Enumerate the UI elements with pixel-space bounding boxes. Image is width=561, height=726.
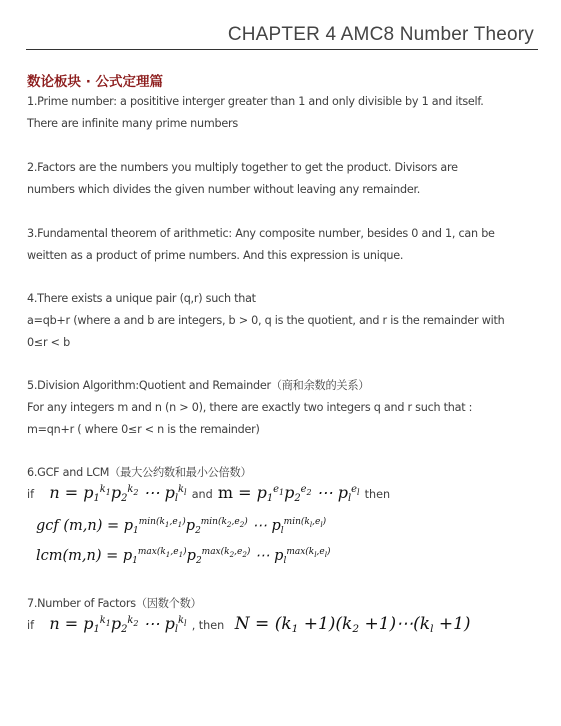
item-7-heading: 7.Number of Factors（因数个数）: [27, 597, 202, 610]
item-2-line-1: 2.Factors are the numbers you multiply together to get the product. Divisors are: [27, 161, 458, 174]
factor-count-formula: [27, 614, 471, 634]
item-1-line-1: 1.Prime number: a posititive interger greater than 1 and only divisible by 1 and itself.: [27, 95, 484, 108]
section-title: 数论板块 · 公式定理篇: [27, 74, 164, 90]
chapter-header: [26, 22, 538, 50]
then-label-2: , then: [191, 619, 225, 632]
gcf-formula: gcf $(m,n) = p_1^{min(k_1,e_1)}p_2^{min(k_2,e_2)}$ ⋯ $p_l^{min(k_l,e_l)}$: [36, 517, 327, 536]
item-3-line-2: weitten as a product of prime numbers. And this expression is unique.: [27, 249, 404, 262]
n-factorization-2: $n = p_1^{k_1}p_2^{k_2}$ ⋯ $p_l^{k_l}$: [39, 614, 187, 635]
m-factorization: $m = p_1^{e_1}p_2^{e_2}$ ⋯ $p_l^{e_l}$: [217, 483, 360, 504]
item-1-line-2: There are infinite many prime numbers: [27, 117, 238, 130]
if-label: if: [27, 488, 35, 501]
lcm-formula: $lcm(m,n) = p_1^{max(k_1,e_1)}p_2^{max(k_2,e_2)}$ ⋯ $p_l^{max(k_l,e_l)}$: [36, 547, 331, 566]
item-2-line-2: numbers which divides the given number without leaving any remainder.: [27, 183, 421, 196]
n-factorization: $n = p_1^{k_1}p_2^{k_2}$ ⋯ $p_l^{k_l}$: [39, 483, 187, 504]
item-4-line-1: 4.There exists a unique pair (q,r) such that: [27, 292, 256, 305]
if-label-2: if: [27, 619, 35, 632]
number-of-factors-expression: $N = (k_1 +1)(k_2$ $+1)\cdots(k_l +1)$: [229, 614, 471, 635]
and-label: and: [191, 488, 213, 501]
gcf-lcm-condition: [27, 483, 390, 502]
item-5-line-1: 5.Division Algorithm:Quotient and Remainder（商和余数的关系）: [27, 379, 370, 392]
item-5-line-3: m=qn+r ( where 0≤r < n is the remainder): [27, 423, 260, 436]
item-5-line-2: For any integers m and n (n > 0), there are exactly two integers q and r such that :: [27, 401, 473, 414]
chapter-title: CHAPTER 4 AMC8 Number Theory: [227, 24, 534, 45]
item-4-line-3: 0≤r < b: [27, 336, 70, 349]
item-4-line-2: a=qb+r (where a and b are integers, b > 0, q is the quotient, and r is the remainder with: [27, 314, 505, 327]
then-label: then: [364, 488, 391, 501]
item-6-heading: 6.GCF and LCM（最大公约数和最小公倍数）: [27, 466, 252, 479]
item-3-line-1: 3.Fundamental theorem of arithmetic: Any composite number, besides 0 and 1, can be: [27, 227, 495, 240]
